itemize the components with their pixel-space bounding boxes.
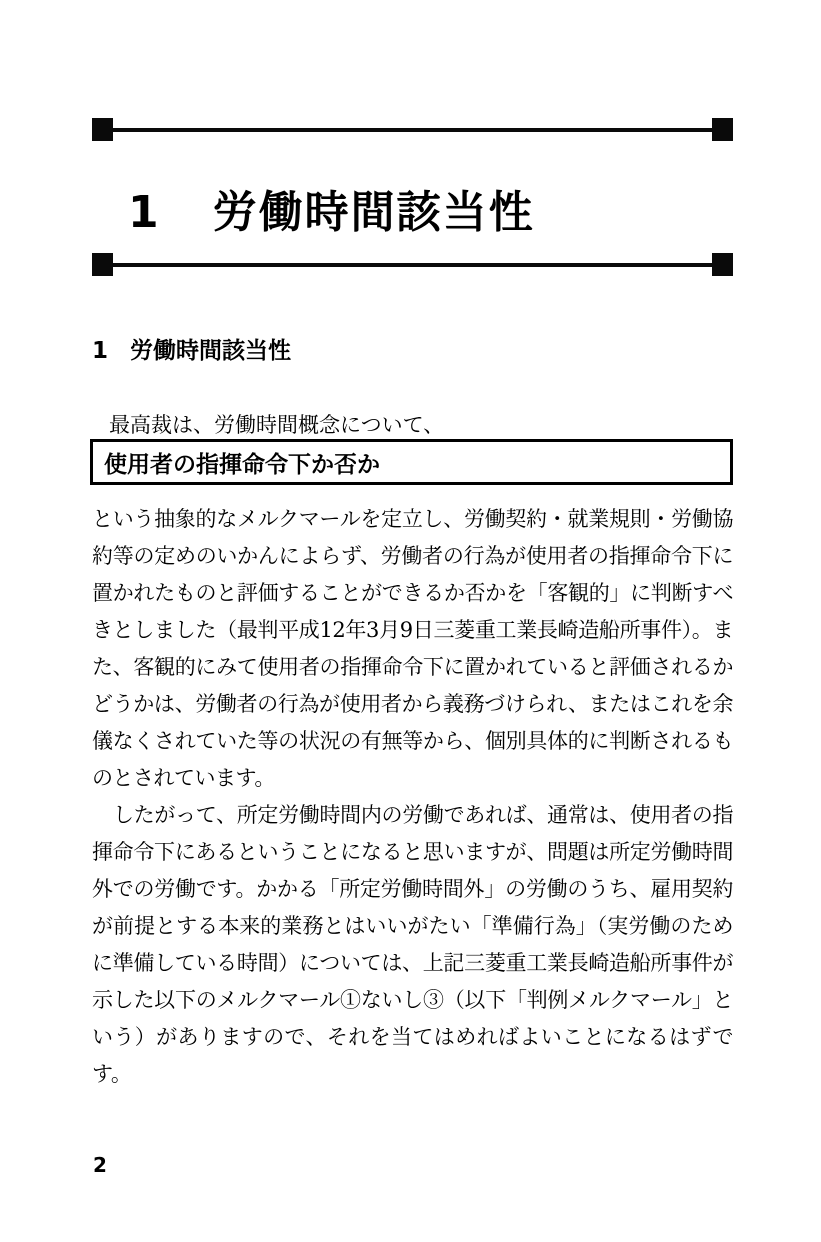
chapter-title-text: 労働時間該当性 xyxy=(212,187,535,239)
chapter-title xyxy=(92,185,733,241)
section-title-text: 労働時間該当性 xyxy=(130,338,292,365)
page-number: 2 xyxy=(93,1153,107,1177)
chapter-rule-bottom xyxy=(92,253,733,276)
body-text xyxy=(92,501,733,1093)
rule-endcap-left xyxy=(92,253,113,276)
rule-endcap-right xyxy=(712,253,733,276)
rule-endcap-right xyxy=(712,118,733,141)
section-number: 1 xyxy=(92,338,109,365)
rule-endcap-left xyxy=(92,118,113,141)
rule-line xyxy=(113,128,712,132)
chapter-rule-top xyxy=(92,118,733,141)
section-heading xyxy=(92,336,733,366)
intro-sentence: 最高裁は、労働時間概念について、 xyxy=(109,413,445,437)
paragraph-2: したがって、所定労働時間内の労働であれば、通常は、使用者の指揮命令下にあるということになると思いますが、問題は所定労働時間外での労働です。かかる「所定労働時間外」の労働のうち、雇用契約が前提とする本来的業務とはいいがたい「準備行為」（実労働のために準備している時間）については、上記三菱重工業長崎造船所事件が示した以下のメルクマール①ないし③（以下「判例メルクマール」という）がありますので、それを当てはめればよいことになるはずです。 xyxy=(92,803,733,1086)
rule-line xyxy=(113,263,712,267)
keyword-box xyxy=(90,439,733,485)
keyword-box-text: 使用者の指揮命令下か否か xyxy=(104,451,380,478)
paragraph-1: という抽象的なメルクマールを定立し、労働契約・就業規則・労働協約等の定めのいかんによらず、労働者の行為が使用者の指揮命令下に置かれたものと評価することができるか否かを「客観的」に判断すべきとしました（最判平成12年3月9日三菱重工業長崎造船所事件）。また、客観的にみて使用者の指揮命令下に置かれていると評価されるかどうかは、労働者の行為が使用者から義務づけられ、またはこれを余儀なくされていた等の状況の有無等から、個別具体的に判断されるものとされています。 xyxy=(92,507,733,790)
chapter-number: 1 xyxy=(128,187,161,239)
